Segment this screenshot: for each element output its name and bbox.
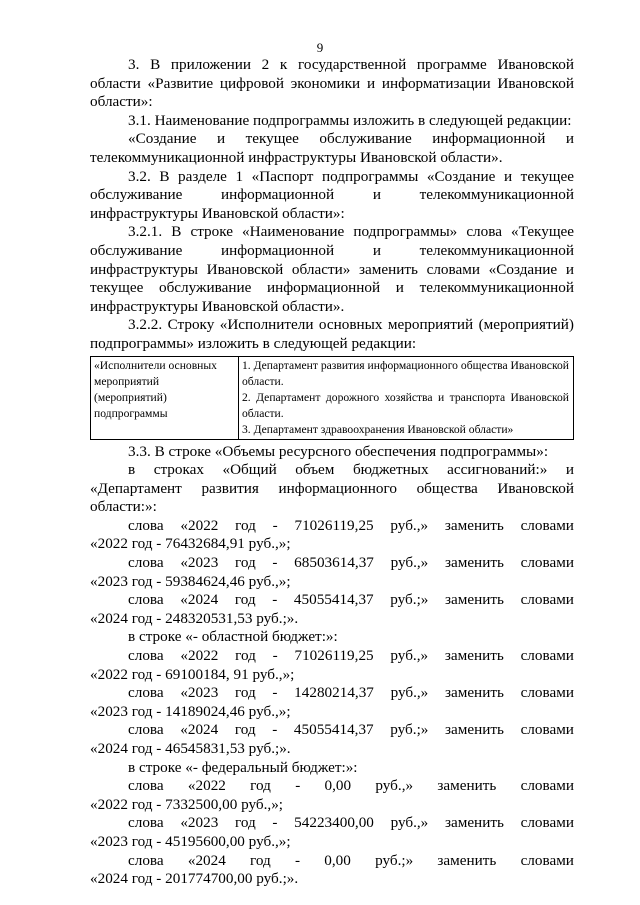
replacement-word: руб.,» [390,647,429,665]
replacement-new-line: «2023 год - 45195600,00 руб.,»; [90,832,291,850]
replacement-word: руб.,» [390,684,429,702]
replacement-word: слова [128,516,164,534]
replacement-word: «2022 [180,516,219,534]
replacement-word: - [295,777,301,795]
replacement-word: словами [520,851,574,869]
replacement-item [90,517,574,554]
federal-budget-intro: в строке «- федеральный бюджет:»: [128,758,358,776]
replacement-item [90,554,574,591]
replacement-word: слова [128,684,164,702]
paragraph-3-2-1: 3.2.1. В строке «Наименование подпрограммы» слова «Текущее обслуживание информационной и телекоммуникационной инфраструктуры Ивановской области» заменить словами «Создание и текущее обслуживание информационной и телекоммуникационной инфраструктуры Ивановской области». [90,223,574,315]
paragraph-3-2-2: 3.2.2. Строку «Исполнители основных мероприятий (мероприятий) подпрограммы» изложить в следующей редакции: [90,316,574,352]
replacement-item [90,777,574,814]
replacement-old-line [90,591,574,610]
replacement-word: словами [520,591,574,609]
replacement-new-line: «2024 год - 201774700,00 руб.;». [90,870,299,888]
replacement-word: словами [520,516,574,534]
replacement-new-line: «2022 год - 76432684,91 руб.,»; [90,535,291,553]
replacement-word: словами [520,721,574,739]
replacement-word: руб.;» [390,721,429,739]
replacement-word: заменить [437,777,497,795]
replacement-word: словами [520,814,574,832]
replacement-word: год [234,814,256,832]
replacement-old-line [90,647,574,666]
replacement-word: 45055414,37 [293,721,374,739]
replacement-word: «2023 [180,554,219,572]
replacement-word: - [272,684,278,702]
replacement-word: руб.,» [375,777,414,795]
replacement-word: «2024 [180,591,219,609]
replacement-word: руб.,» [390,814,429,832]
replacement-word: заменить [444,814,504,832]
replacement-item [90,591,574,628]
replacement-word: заменить [445,591,504,609]
replacement-word: «2022 [187,777,226,795]
replacement-word: - [272,591,278,609]
replacement-word: словами [520,647,574,665]
replacement-word: год [250,777,271,795]
table-right-cell [239,356,574,439]
replacement-old-line [90,517,574,536]
replacement-word: 14280214,37 [294,684,374,702]
replacement-word: год [234,684,256,702]
replacement-word: заменить [445,721,504,739]
paragraph-3: 3. В приложении 2 к государственной программе Ивановской области «Развитие цифровой экономики и информатизации Ивановской области»: [90,56,574,111]
replacement-word: 68503614,37 [294,554,374,572]
replacement-word: слова [128,814,164,832]
replacement-word: заменить [444,684,504,702]
replacements-regional [90,647,574,759]
replacement-word: год [234,721,256,739]
replacement-word: заменить [444,516,504,534]
replacement-word: слова [128,647,164,665]
replacement-word: - [295,851,301,869]
replacement-word: 0,00 [324,851,351,869]
paragraph-3-2: 3.2. В разделе 1 «Паспорт подпрограммы «Создание и текущее обслуживание информационной и телекоммуникационной инфраструктуры Ивановской области»: [90,167,574,222]
replacement-new-line: «2024 год - 46545831,53 руб.;». [90,740,291,757]
replacement-word: словами [520,777,574,795]
replacement-word: 0,00 [324,777,352,795]
replacement-word: «2024 [187,851,226,869]
subprogram-name-quote: «Создание и текущее обслуживание информационной и телекоммуникационной инфраструктуры Ивановской области». [90,130,574,166]
table-left-cell: «Исполнители основных мероприятий (мероприятий) подпрограммы [91,356,239,439]
replacement-word: слова [128,554,164,572]
replacement-word: 54223400,00 [294,814,374,832]
replacement-word: год [250,851,271,869]
replacement-old-line [90,852,574,871]
replacement-word: заменить [437,851,497,869]
replacement-word: заменить [444,554,504,572]
replacement-new-line: «2023 год - 14189024,46 руб.,»; [90,702,291,720]
regional-budget-intro: в строке «- областной бюджет:»: [128,628,338,646]
replacement-item [90,647,574,684]
replacement-old-line [90,777,574,796]
replacement-word: заменить [444,647,504,665]
replacement-word: - [272,814,278,832]
page-number: 9 [316,40,324,55]
replacement-word: руб.;» [390,591,429,609]
replacement-new-line: «2022 год - 69100184, 91 руб.,»; [90,665,295,683]
replacement-word: слова [128,777,164,795]
replacement-word: слова [128,851,164,869]
replacement-item [90,814,574,851]
paragraph-3-3: 3.3. В строке «Объемы ресурсного обеспечения подпрограммы»: [128,442,549,460]
replacements-total [90,517,574,629]
replacement-word: год [235,516,256,534]
replacement-new-line: «2022 год - 7332500,00 руб.,»; [90,795,284,813]
executor-3: 3. Департамент здравоохранения Ивановской области» [242,422,514,436]
document-body [90,56,574,889]
replacement-word: год [235,647,256,665]
replacement-word: «2023 [180,684,219,702]
executors-table [90,356,574,440]
replacement-word: руб.,» [390,516,429,534]
total-allocations-intro: в строках «Общий объем бюджетных ассигнований:» и «Департамент развития информационного общества Ивановской области:»: [90,461,574,516]
paragraph-3-1: 3.1. Наименование подпрограммы изложить в следующей редакции: [128,111,572,129]
replacement-new-line: «2024 год - 248320531,53 руб.;». [90,609,299,627]
replacement-old-line [90,814,574,833]
replacement-old-line [90,684,574,703]
table-row [91,356,574,439]
replacement-word: 71026119,25 [294,516,374,534]
replacement-word: 71026119,25 [294,647,374,665]
replacement-word: год [234,554,256,572]
replacement-item [90,721,574,758]
replacement-word: год [234,591,256,609]
replacement-word: руб.,» [390,554,429,572]
replacement-item [90,684,574,721]
executor-2: 2. Департамент дорожного хозяйства и транспорта Ивановской области. [242,390,569,420]
replacement-new-line: «2023 год - 59384624,46 руб.,»; [90,572,291,590]
replacement-word: 45055414,37 [293,591,374,609]
replacement-word: слова [128,591,164,609]
replacement-word: - [272,554,278,572]
replacement-word: «2022 [180,647,219,665]
replacement-word: словами [520,684,574,702]
replacement-word: - [272,721,278,739]
replacement-word: руб.;» [375,851,414,869]
replacements-federal [90,777,574,889]
executor-1: 1. Департамент развития информационного общества Ивановской области. [242,358,569,388]
replacement-old-line [90,554,574,573]
replacement-word: - [272,516,278,534]
replacement-item [90,852,574,889]
replacement-word: - [272,647,278,665]
replacement-word: слова [128,721,164,739]
replacement-word: «2023 [180,814,219,832]
replacement-old-line [90,721,574,740]
replacement-word: словами [520,554,574,572]
replacement-word: «2024 [180,721,219,739]
